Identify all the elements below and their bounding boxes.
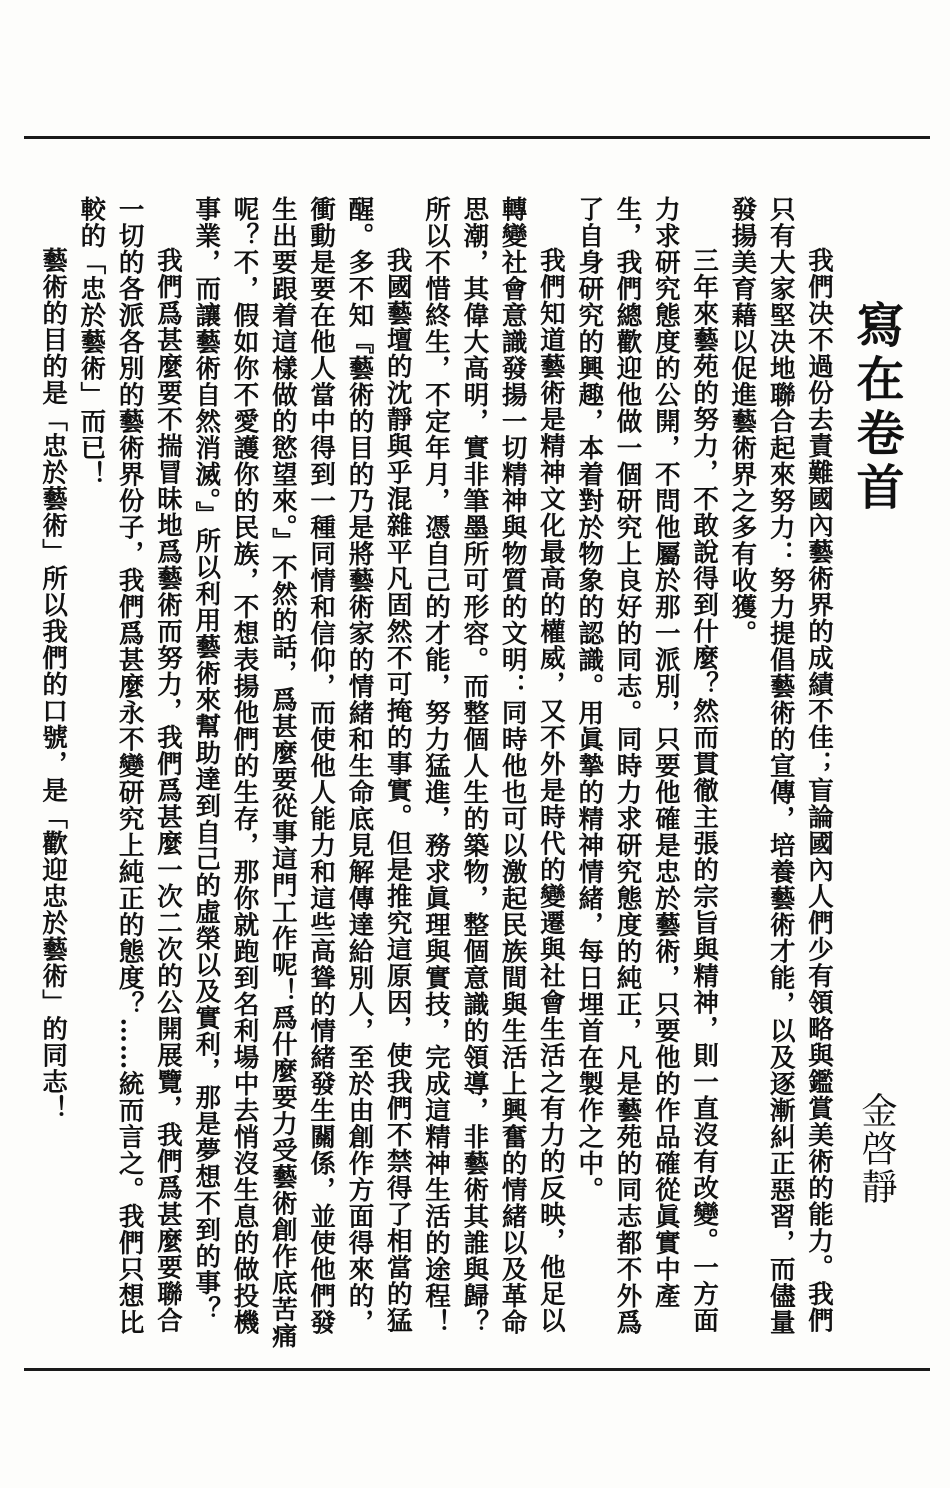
bottom-rule (24, 1368, 930, 1371)
paragraph-5: 我們爲甚麼要不揣冒昧地爲藝術而努力，我們爲甚麼一次二次的公開展覽，我們爲甚麼要聯合一切的各派各別的藝術界份子，我們爲甚麼永不變研究上純正的態度？……統而言之。我們只想比較的「忠於藝術」而已！ (76, 196, 183, 1336)
article-title: 寫在卷首 (848, 300, 904, 516)
article-body (38, 196, 838, 1356)
paragraph-1: 我們决不過份去責難國內藝術界的成績不佳；盲論國內人們少有領略與鑑賞美術的能力。我們只有大家堅决地聯合起來努力：努力提倡藝術的宣傳，培養藝術才能，以及逐漸糾正惡習，而儘量發揚美育藉以促進藝術界之多有收獲。 (727, 196, 834, 1336)
paragraph-4: 我國藝壇的沈靜與乎混雜平凡固然不可掩的事實。但是推究這原因，使我們不禁得了相當的猛醒。多不知『藝術的目的乃是將藝術家的情緒和生命底見解傳達給別人，至於由創作方面得來的，衝動是要在他人當中得到一種同情和信仰，而使他人能力和這些高聳的情緒發生關係，並使他們發生出要跟着這樣做的慾望來。』不然的話，爲甚麼要從事這門工作呢！爲什麼要力受藝術創作底苦痛呢？不，假如你不愛護你的民族，不想表揚他們的生存，那你就跑到名利場中去悄沒生息的做投機事業，而讓藝術自然消滅。』所以利用藝術來幫助達到自己的虛榮以及實利，那是夢想不到的事？ (191, 196, 413, 1350)
paragraph-6: 藝術的目的是「忠於藝術」所以我們的口號，是「歡迎忠於藝術」的同志！ (38, 247, 69, 1122)
paragraph-2: 三年來藝苑的努力，不敢說得到什麼？然而貫徹主張的宗旨與精神，則一直沒有改變。一方面力求研究態度的公開，不問他屬於那一派別，只要他確是忠於藝術，只要他的作品確從眞實中產生，我們總歡迎他做一個研究上良好的同志。同時力求研究態度的純正，凡是藝苑的同志都不外爲了自身研究的興趣，本着對於物象的認識。用眞摯的精神情緒，每日埋首在製作之中。 (574, 196, 720, 1336)
top-rule (24, 136, 930, 139)
article-author: 金啓靜 (856, 1092, 897, 1206)
paragraph-3: 我們知道藝術是精神文化最高的權威，又不外是時代的變遷與社會生活之有力的反映，他足以轉變社會意識發揚一切精神與物質的文明：同時他也可以激起民族間與生活上興奮的情緒以及革命思潮，其偉大高明，實非筆墨所可形容。而整個人生的築物，整個意識的領導，非藝術其誰與歸？所以不惜終生，不定年月，憑自己的才能，努力猛進，務求眞理與實技，完成這精神生活的途程！ (421, 196, 566, 1336)
